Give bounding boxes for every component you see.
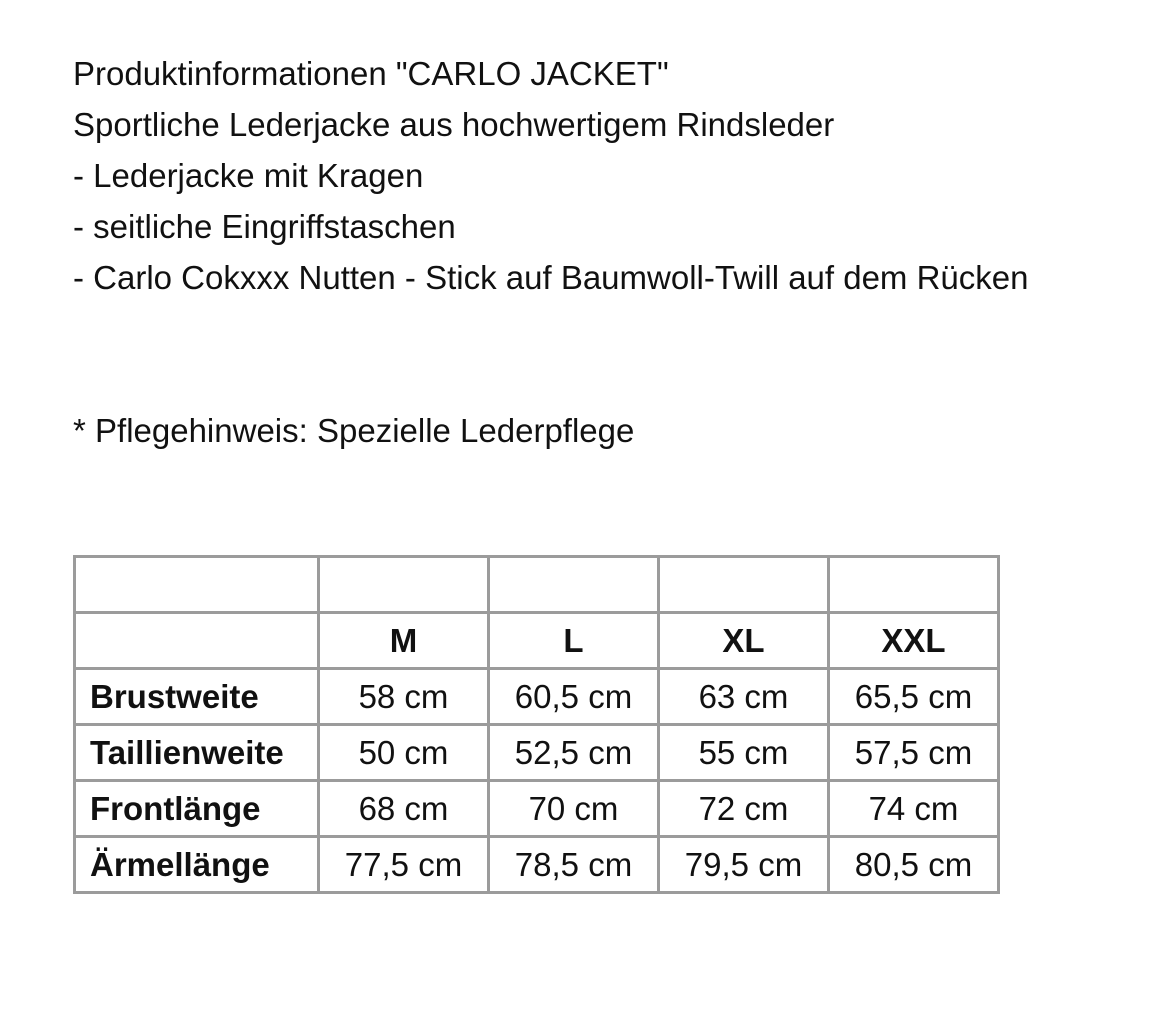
measurement-value: 78,5 cm bbox=[489, 837, 659, 893]
measurement-value: 80,5 cm bbox=[829, 837, 999, 893]
table-row bbox=[75, 781, 999, 837]
measurement-value: 52,5 cm bbox=[489, 725, 659, 781]
measurement-value: 68 cm bbox=[319, 781, 489, 837]
size-header: XL bbox=[659, 613, 829, 669]
table-cell-empty bbox=[489, 557, 659, 613]
feature-item: - seitliche Eingriffstaschen bbox=[73, 208, 456, 245]
size-header: M bbox=[319, 613, 489, 669]
product-title: Produktinformationen "CARLO JACKET" bbox=[73, 55, 669, 92]
size-header: XXL bbox=[829, 613, 999, 669]
measurement-value: 77,5 cm bbox=[319, 837, 489, 893]
measurement-value: 70 cm bbox=[489, 781, 659, 837]
table-cell-empty bbox=[319, 557, 489, 613]
measurement-value: 55 cm bbox=[659, 725, 829, 781]
product-description bbox=[73, 48, 1133, 456]
table-cell-empty bbox=[75, 557, 319, 613]
measurement-label: Taillienweite bbox=[75, 725, 319, 781]
measurement-value: 74 cm bbox=[829, 781, 999, 837]
table-corner-cell bbox=[75, 613, 319, 669]
table-cell-empty bbox=[829, 557, 999, 613]
measurement-label: Brustweite bbox=[75, 669, 319, 725]
table-row bbox=[75, 837, 999, 893]
size-table bbox=[73, 555, 1000, 894]
feature-item: - Carlo Cokxxx Nutten - Stick auf Baumwoll-Twill auf dem Rücken bbox=[73, 259, 1029, 296]
table-header-row bbox=[75, 613, 999, 669]
measurement-value: 72 cm bbox=[659, 781, 829, 837]
table-cell-empty bbox=[659, 557, 829, 613]
measurement-value: 60,5 cm bbox=[489, 669, 659, 725]
size-header: L bbox=[489, 613, 659, 669]
measurement-value: 65,5 cm bbox=[829, 669, 999, 725]
table-row-empty bbox=[75, 557, 999, 613]
product-subtitle: Sportliche Lederjacke aus hochwertigem Rindsleder bbox=[73, 106, 835, 143]
measurement-value: 63 cm bbox=[659, 669, 829, 725]
table-row bbox=[75, 725, 999, 781]
care-instructions: * Pflegehinweis: Spezielle Lederpflege bbox=[73, 412, 635, 449]
measurement-value: 58 cm bbox=[319, 669, 489, 725]
measurement-value: 57,5 cm bbox=[829, 725, 999, 781]
table-row bbox=[75, 669, 999, 725]
measurement-value: 50 cm bbox=[319, 725, 489, 781]
measurement-label: Frontlänge bbox=[75, 781, 319, 837]
feature-item: - Lederjacke mit Kragen bbox=[73, 157, 424, 194]
measurement-label: Ärmellänge bbox=[75, 837, 319, 893]
measurement-value: 79,5 cm bbox=[659, 837, 829, 893]
